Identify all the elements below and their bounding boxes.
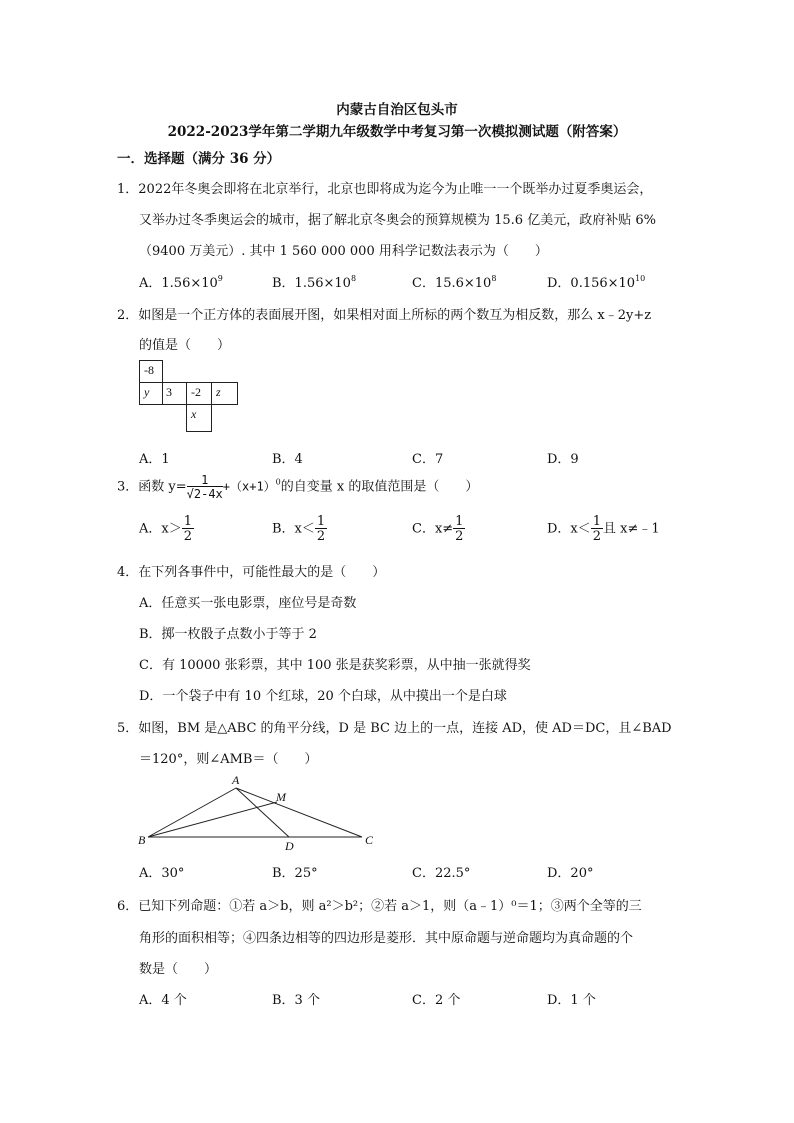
net-cell-x: x xyxy=(186,404,212,432)
q6-line3: 数是（ ） xyxy=(139,962,218,977)
q5-line2: ＝120°，则∠AMB＝（ ） xyxy=(139,752,318,767)
q1-line3: （9400 万美元）. 其中 1 560 000 000 用科学记数法表示为（ ） xyxy=(139,244,548,259)
q5-line1: 5．如图，BM 是△ABC 的角平分线，D 是 BC 边上的一点，连接 AD，使 AD＝DC，且∠BAD xyxy=(117,721,672,736)
net-cell-y: y xyxy=(139,382,163,405)
label-c: C xyxy=(365,833,374,847)
q6-line2: 角形的面积相等；④四条边相等的四边形是菱形．其中原命题与逆命题均为真命题的个 xyxy=(139,931,634,946)
q4-stem: 4．在下列各事件中，可能性最大的是（ ） xyxy=(117,565,386,580)
page-title: 内蒙古自治区包头市 xyxy=(336,102,458,118)
q6-option-b: B．3 个 xyxy=(272,993,320,1008)
q1-option-c: C．$15.6\times 10^8$ xyxy=(412,274,497,291)
net-cell-z: z xyxy=(211,382,238,405)
q6-option-c: C．2 个 xyxy=(412,993,461,1008)
q2-option-a: A．1 xyxy=(139,452,170,467)
side-ac xyxy=(236,788,362,837)
q5-option-b: B．25° xyxy=(272,866,318,881)
q4-option-d: D．一个袋子中有 10 个红球，20 个白球，从中摸出一个是白球 xyxy=(139,689,507,704)
q2-option-c: C．7 xyxy=(412,452,444,467)
q3-option-b: B．x＜ $\frac{1}{2}$ xyxy=(272,514,326,544)
net-cell-three: 3 xyxy=(162,382,187,405)
q4-option-b: B．掷一枚骰子点数小于等于 2 xyxy=(139,627,317,642)
triangle-figure xyxy=(130,772,390,852)
q4-option-a: A．任意买一张电影票，座位号是奇数 xyxy=(139,596,357,611)
label-a: A xyxy=(232,773,240,787)
label-d: D xyxy=(285,839,294,852)
q6-option-a: A．4 个 xyxy=(139,993,187,1008)
label-m: M xyxy=(276,790,286,804)
net-cell-minus2: -2 xyxy=(186,382,212,405)
q1-option-d: D．$0.156\times 10^{10}$ xyxy=(547,274,646,291)
net-cell-top: -8 xyxy=(139,360,163,383)
q5-option-c: C．22.5° xyxy=(412,866,471,881)
q6-line1: 6．已知下列命题：①若 a＞b，则 a²＞b²；②若 a＞1，则（a﹣1）⁰＝1；③两个全等的三 xyxy=(117,899,642,914)
segment-bm xyxy=(148,802,277,837)
label-b: B xyxy=(138,833,146,847)
q3-stem: 3．函数 y= $\frac{1}{√2-4x}$ $+(x+1)^0$的自变量 x 的取值范围是（ ） xyxy=(117,473,479,501)
q1-option-b: B．$1.56\times 10^8$ xyxy=(272,274,357,291)
section-heading: 一．选择题（满分 36 分） xyxy=(117,151,281,167)
q2-option-b: B．4 xyxy=(272,452,303,467)
q4-option-c: C．有 10000 张彩票，其中 100 张是获奖彩票，从中抽一张就得奖 xyxy=(139,658,531,673)
q3-option-c: C．x≠ $\frac{1}{2}$ xyxy=(412,514,464,544)
q2-line1: 2．如图是一个正方体的表面展开图，如果相对面上所标的两个数互为相反数，那么 x﹣2y+z xyxy=(117,308,652,323)
q2-line2: 的值是（ ） xyxy=(139,338,231,353)
q1-line2: 又举办过冬季奥运会的城市，据了解北京冬奥会的预算规模为 15.6 亿美元，政府补贴 6% xyxy=(139,213,656,228)
q5-option-d: D．20° xyxy=(547,866,594,881)
side-ab xyxy=(148,788,236,837)
q2-option-d: D．9 xyxy=(547,452,579,467)
q1-option-a: A．$1.56\times 10^9$ xyxy=(139,274,223,291)
q3-option-a: A．x＞ $\frac{1}{2}$ xyxy=(139,514,193,544)
q3-fraction: $\frac{1}{√2-4x}$ xyxy=(186,473,223,501)
page-subtitle: 2022-2023学年第二学期九年级数学中考复习第一次模拟测试题（附答案） xyxy=(167,124,627,140)
q1-line1: 1．2022年冬奥会即将在北京举行，北京也即将成为迄今为止唯一一个既举办过夏季奥运会， xyxy=(117,182,653,197)
q3-option-d: D．x＜ $\frac{1}{2}$ 且 x≠﹣1 xyxy=(547,514,660,544)
q6-option-d: D．1 个 xyxy=(547,993,596,1008)
q5-option-a: A．30° xyxy=(139,866,185,881)
